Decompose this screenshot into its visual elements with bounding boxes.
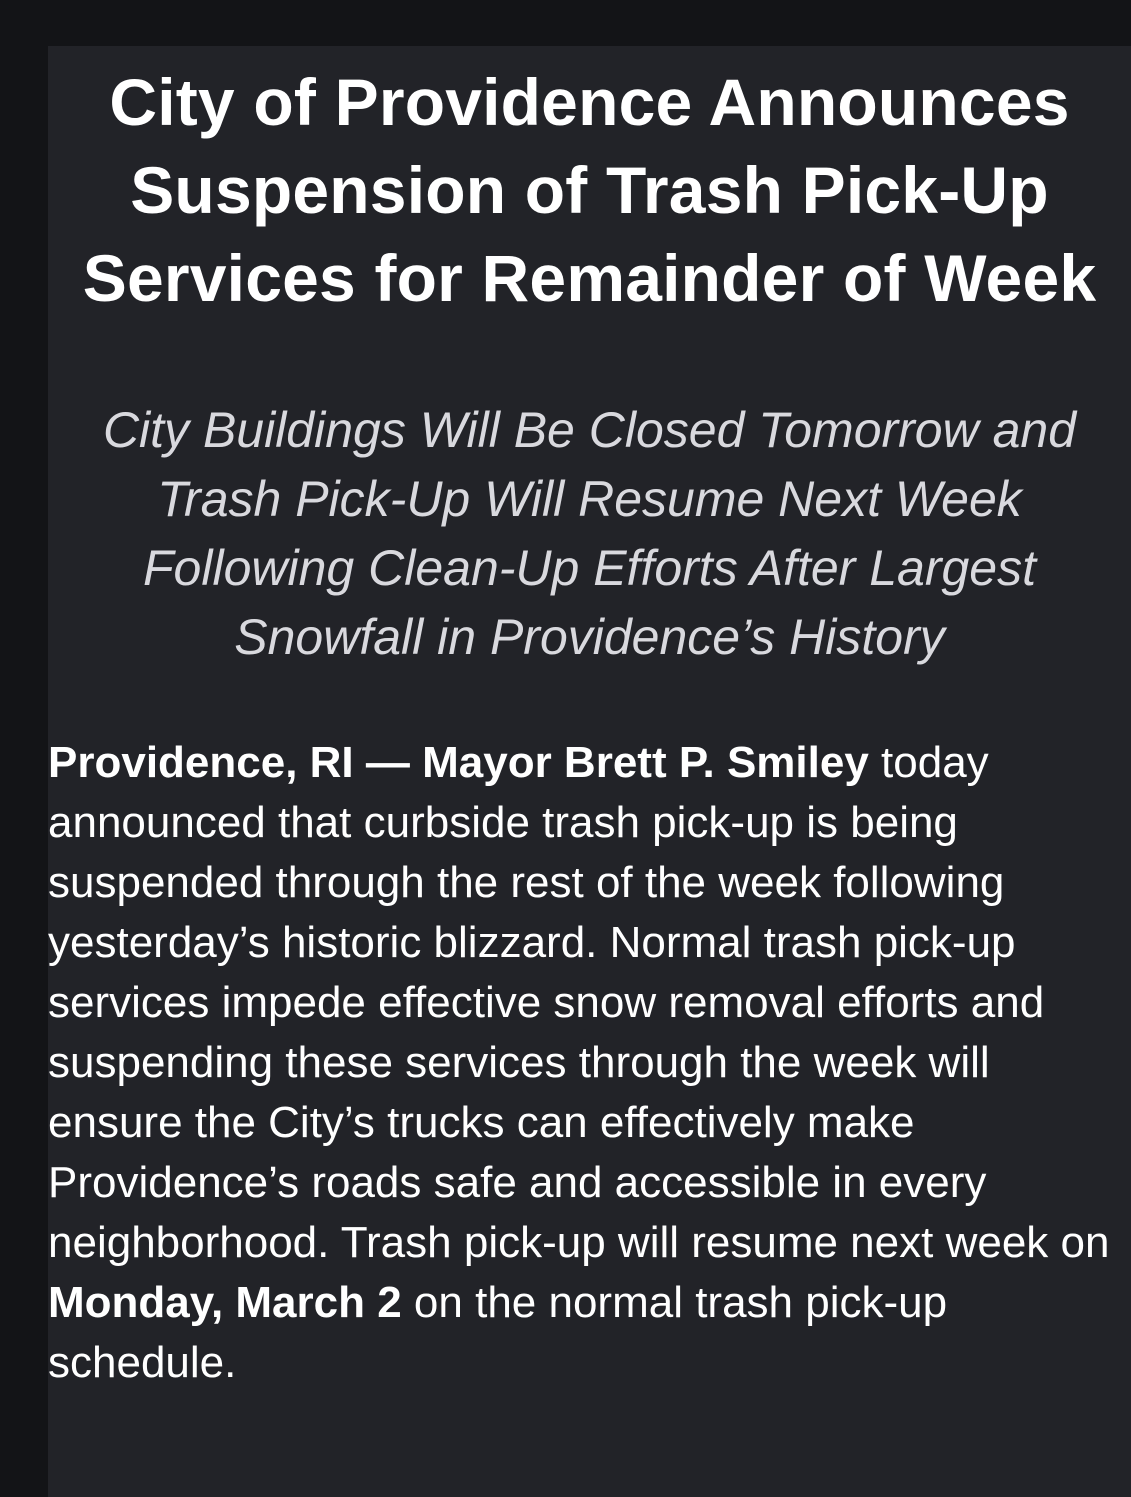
body-paragraph [48, 733, 1131, 1393]
subheadline: City Buildings Will Be Closed Tomorrow and Trash Pick-Up Will Resume Next Week Following Clean-Up Efforts After Largest Snowfall in Providence’s History [102, 402, 1077, 665]
press-release-article [48, 46, 1131, 1497]
headline: City of Providence Announces Suspension of Trash Pick-Up Services for Remainder of Week [82, 65, 1097, 315]
resume-date: Monday, March 2 [48, 1278, 402, 1327]
body-text-part1: today announced that curbside trash pick-up is being suspended through the rest of the week following yesterday’s historic blizzard. Normal trash pick-up services impede effective snow removal efforts and suspending these services through the week will ensure the City’s trucks can effectively make Providence’s roads safe and accessible in every neighborhood. Trash pick-up will resume next week on [48, 738, 1110, 1267]
body-text-part2: on the normal trash pick-up schedule. [48, 1278, 948, 1387]
dateline: Providence, RI — Mayor Brett P. Smiley [48, 738, 869, 787]
top-bar [0, 0, 1131, 46]
left-margin-strip [0, 46, 48, 1497]
